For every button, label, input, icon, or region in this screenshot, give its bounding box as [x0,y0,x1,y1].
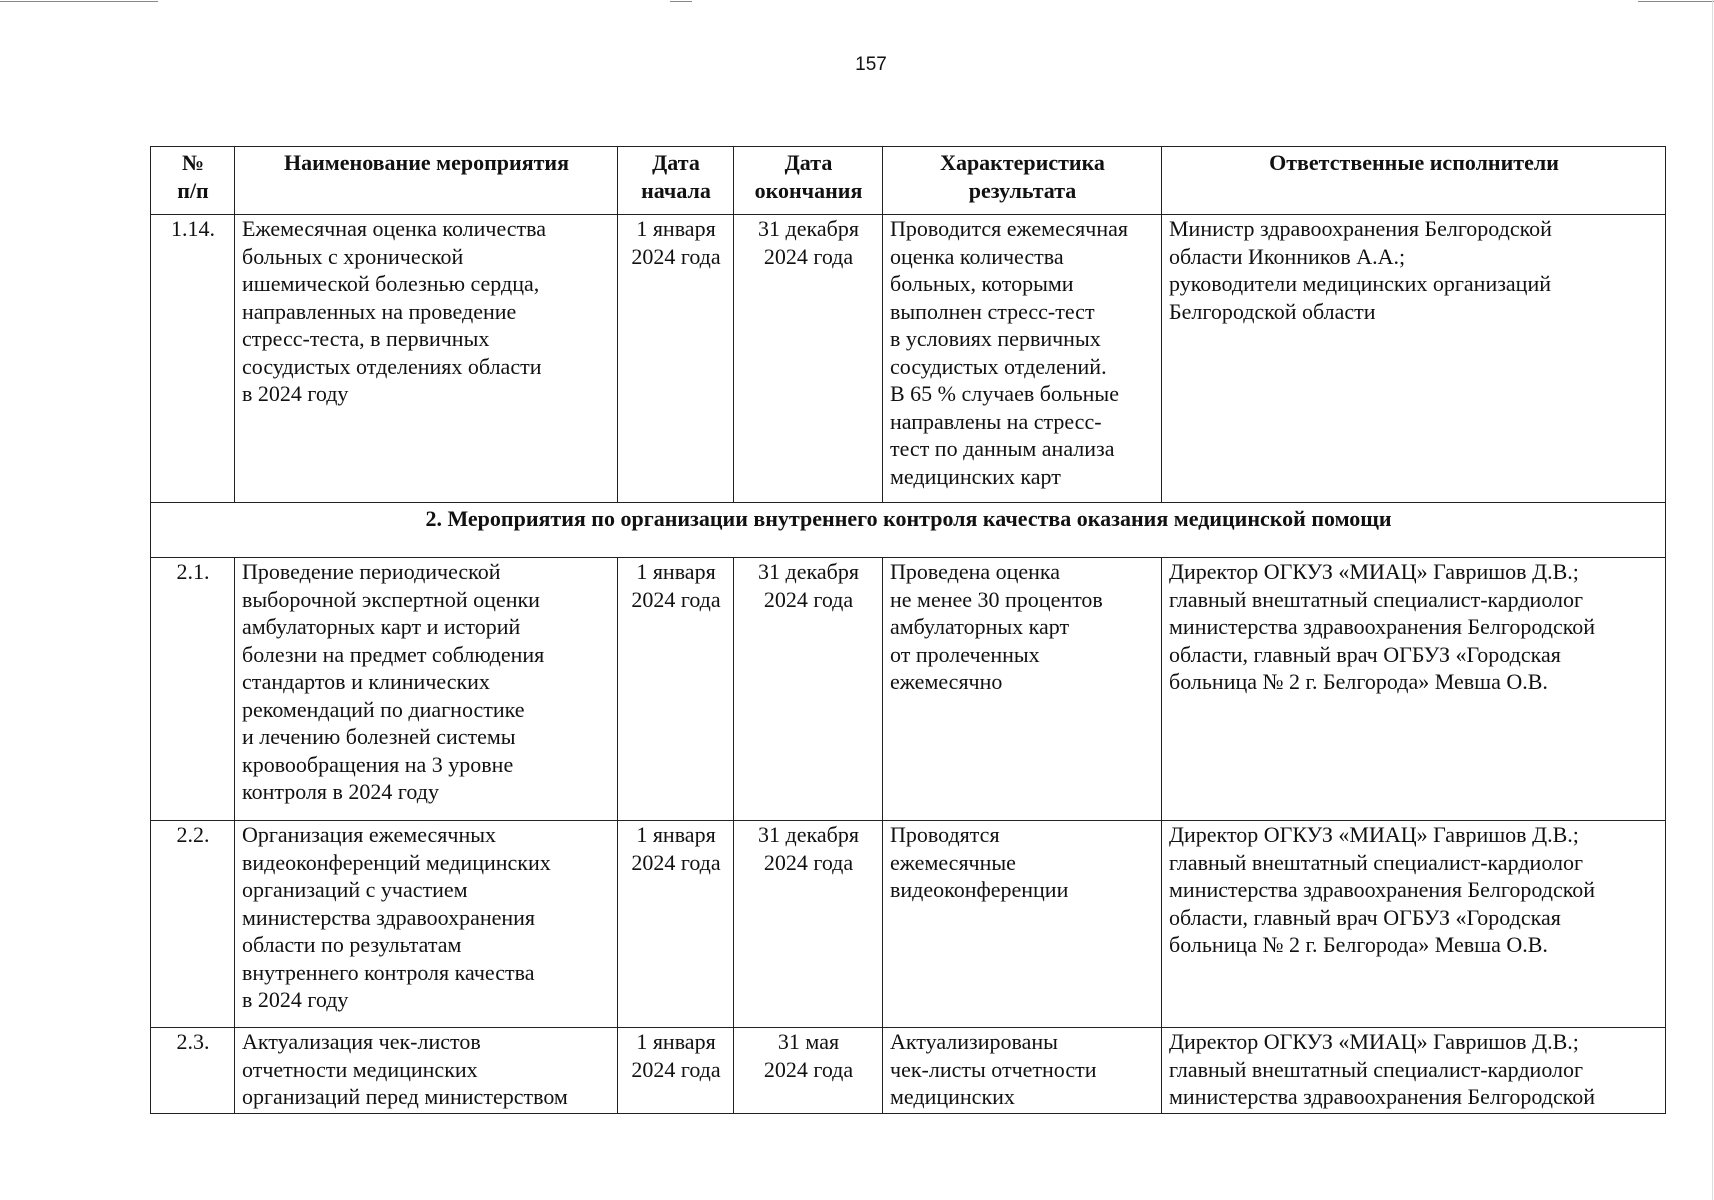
scan-page-edge [1712,0,1713,1200]
row-num: 2.1. [151,558,235,821]
table-row [151,215,1666,503]
header-end-date: Дата окончания [734,147,883,215]
scan-artifact-line [670,1,692,2]
page-number: 157 [855,54,887,75]
row-end-date: 31 декабря 2024 года [734,215,883,503]
header-responsible: Ответственные исполнители [1162,147,1666,215]
row-start-date: 1 января 2024 года [618,215,734,503]
table-row [151,558,1666,821]
table-row [151,1028,1666,1114]
row-responsible: Директор ОГКУЗ «МИАЦ» Гавришов Д.В.; главный внештатный специалист-кардиолог министерства здравоохранения Белгородской [1162,1028,1666,1114]
row-name: Проведение периодической выборочной экспертной оценки амбулаторных карт и историй болезни на предмет соблюдения стандартов и клинических рекомендаций по диагностике и лечению болезней системы кровообращения на 3 уровне контроля в 2024 году [235,558,618,821]
row-responsible: Директор ОГКУЗ «МИАЦ» Гавришов Д.В.; главный внештатный специалист-кардиолог министерства здравоохранения Белгородской области, главный врач ОГБУЗ «Городская больница № 2 г. Белгорода» Мевша О.В. [1162,558,1666,821]
row-num: 2.3. [151,1028,235,1114]
scan-artifact-line [1638,1,1714,2]
row-end-date: 31 декабря 2024 года [734,558,883,821]
action-plan-table [150,146,1666,1114]
row-start-date: 1 января 2024 года [618,558,734,821]
row-end-date: 31 мая 2024 года [734,1028,883,1114]
header-result: Характеристика результата [883,147,1162,215]
header-num: № п/п [151,147,235,215]
section-title: 2. Мероприятия по организации внутреннего контроля качества оказания медицинской помощи [151,503,1666,558]
row-start-date: 1 января 2024 года [618,1028,734,1114]
table-header-row [151,147,1666,215]
header-name: Наименование мероприятия [235,147,618,215]
row-start-date: 1 января 2024 года [618,821,734,1028]
row-result: Актуализированы чек-листы отчетности медицинских [883,1028,1162,1114]
row-name: Организация ежемесячных видеоконференций медицинских организаций с участием министерства здравоохранения области по результатам внутреннего контроля качества в 2024 году [235,821,618,1028]
row-num: 2.2. [151,821,235,1028]
row-responsible: Директор ОГКУЗ «МИАЦ» Гавришов Д.В.; главный внештатный специалист-кардиолог министерства здравоохранения Белгородской области, главный врач ОГБУЗ «Городская больница № 2 г. Белгорода» Мевша О.В. [1162,821,1666,1028]
row-result: Проведена оценка не менее 30 процентов амбулаторных карт от пролеченных ежемесячно [883,558,1162,821]
table-row [151,821,1666,1028]
row-result: Проводится ежемесячная оценка количества больных, которыми выполнен стресс-тест в условиях первичных сосудистых отделений. В 65 % случаев больные направлены на стресс- тест по данным анализа медицинских карт [883,215,1162,503]
row-num: 1.14. [151,215,235,503]
section-heading-row [151,503,1666,558]
row-responsible: Министр здравоохранения Белгородской области Иконников А.А.; руководители медицинских организаций Белгородской области [1162,215,1666,503]
row-name: Актуализация чек-листов отчетности медицинских организаций перед министерством [235,1028,618,1114]
row-result: Проводятся ежемесячные видеоконференции [883,821,1162,1028]
scan-artifact-line [0,1,158,2]
row-name: Ежемесячная оценка количества больных с хронической ишемической болезнью сердца, направленных на проведение стресс-теста, в первичных сосудистых отделениях области в 2024 году [235,215,618,503]
row-end-date: 31 декабря 2024 года [734,821,883,1028]
header-start-date: Дата начала [618,147,734,215]
